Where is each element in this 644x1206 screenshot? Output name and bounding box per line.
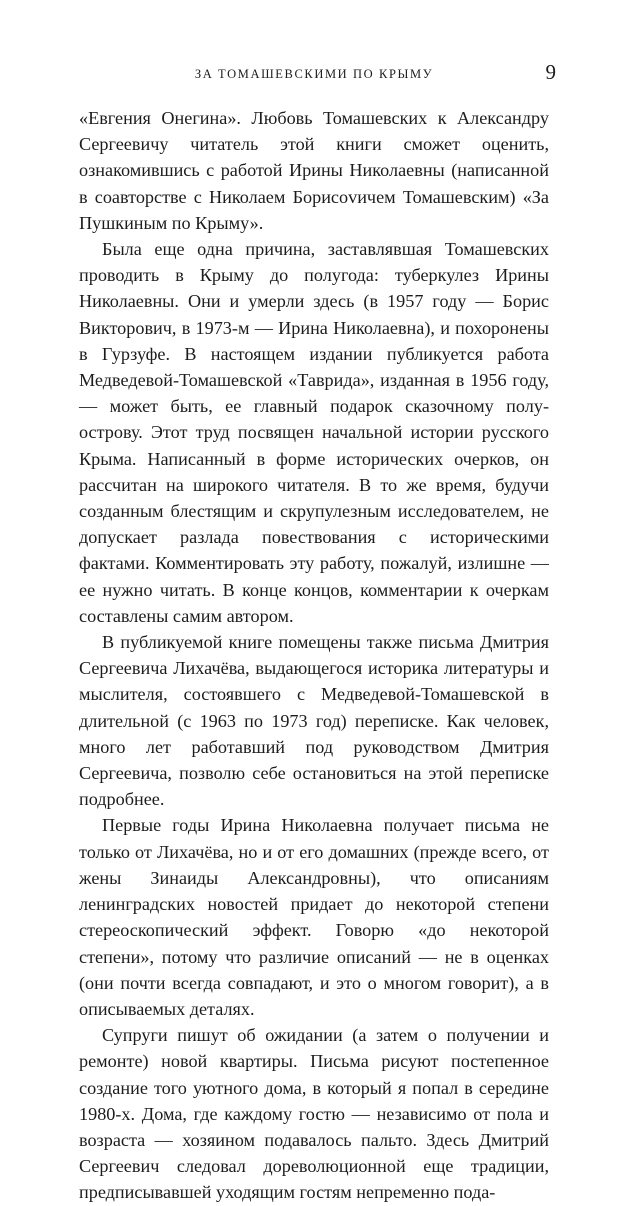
- paragraph: В публикуемой книге помещены также письма Дмитрия Сергеевича Лихачёва, выдающегося историка литературы и мыслителя, состоявшего с Медведевой-Томашевской в длительной (с 1963 по 1973 год) переписке. Как человек, много лет работавший под руководством Дмитрия Сергеевича, позволю себе остановиться на этой переписке подробнее.: [79, 632, 549, 810]
- running-title: ЗА ТОМАШЕВСКИМИ ПО КРЫМУ: [194, 67, 434, 81]
- paragraph: «Евгения Онегина». Любовь Томашевских к Александру Сергеевичу читатель этой книги сможет оценить, ознакомившись с работой Ирины Николаевны (написанной в соавторстве с Николаем Борисоvичем Томашевским) «За Пушкиным по Крыму».: [79, 108, 549, 233]
- paragraph: Первые годы Ирина Николаевна получает письма не только от Лихачёва, но и от его домашних (прежде всего, от жены Зинаиды Александровны), что описаниям ленинградских новостей придает до некоторой степени стереоскопический эффект. Говорю «до некоторой степени», потому что различие описаний — не в оценках (они почти всегда совпадают, и это о многом говорит), а в описываемых деталях.: [79, 815, 549, 1019]
- paragraph: Была еще одна причина, заставлявшая Томашевских проводить в Крыму до полугода: туберкулез Ирины Николаевны. Они и умерли здесь (в 1957 году — Борис Викторович, в 1973-м — Ирина Николаевна), и похоронены в Гурзуфе. В настоящем издании публикуется работа Медведевой-Томашевской «Таврида», изданная в 1956 году, — может быть, ее главный подарок сказочному полуострову. Этот труд посвящен начальной истории русского Крыма. Написанный в форме исторических очерков, он рассчитан на широкого читателя. В то же время, будучи созданным блестящим и скрупулезным исследователем, не допускает разлада повествования с историческими фактами. Комментировать эту работу, пожалуй, излишне — ее нужно читать. В конце концов, комментарии к очеркам составлены самим автором.: [79, 239, 549, 626]
- body-text: [79, 105, 549, 1206]
- running-header: [79, 60, 556, 92]
- paragraph: Супруги пишут об ожидании (а затем о получении и ремонте) новой квартиры. Письма рисуют постепенное создание того уютного дома, в который я попал в середине 1980-х. Дома, где каждому гостю — независимо от пола и возраста — хозяином подавалось пальто. Здесь Дмитрий Сергеевич следовал дореволюционной еще традиции, предписывавшей уходящим гостям непременно пода-: [79, 1025, 549, 1203]
- page-number: 9: [545, 60, 556, 84]
